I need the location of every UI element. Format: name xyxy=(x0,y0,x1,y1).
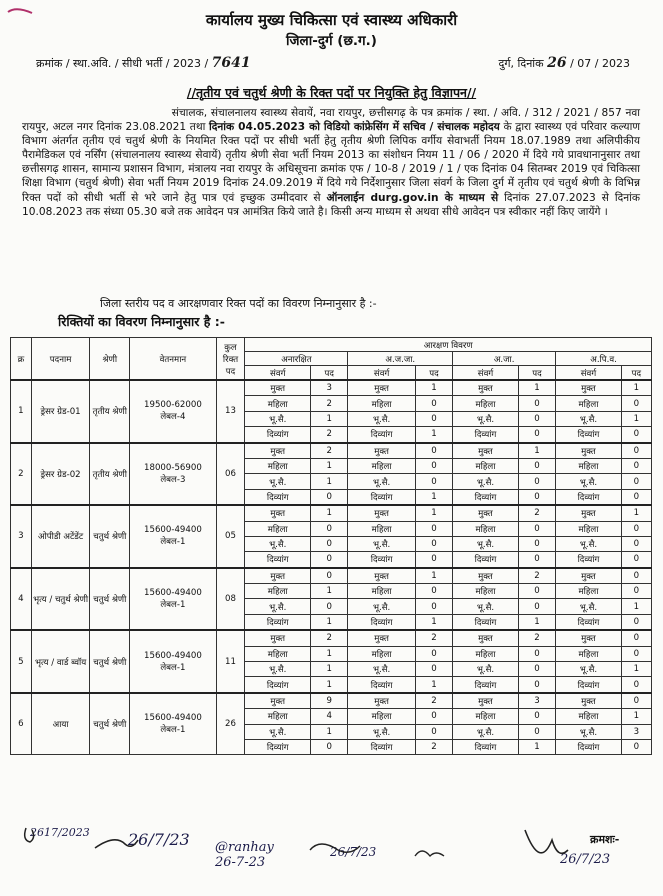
cell-cadre: मुक्त xyxy=(245,380,311,396)
cell-cadre: महिला xyxy=(453,458,519,473)
cell-class: तृतीय श्रेणी xyxy=(90,380,130,443)
cell-posts: 1 xyxy=(415,427,452,443)
cell-cadre: दिव्यांग xyxy=(556,677,622,693)
cell-cadre: मुक्त xyxy=(556,380,622,396)
cell-cadre: भू.सै. xyxy=(453,724,519,739)
cell-posts: 1 xyxy=(621,709,651,724)
cell-post: ड्रेसर ग्रेड-01 xyxy=(31,380,90,443)
cell-posts: 0 xyxy=(518,646,555,661)
cell-posts: 1 xyxy=(311,614,348,630)
cell-cadre: महिला xyxy=(556,396,622,411)
col-cadre: संवर्ग xyxy=(245,366,311,381)
cell-posts: 0 xyxy=(518,677,555,693)
cell-posts: 0 xyxy=(621,396,651,411)
cell-posts: 0 xyxy=(621,568,651,584)
cell-cadre: दिव्यांग xyxy=(245,677,311,693)
cell-cadre: दिव्यांग xyxy=(453,489,519,505)
cell-cadre: मुक्त xyxy=(556,693,622,709)
cell-posts: 0 xyxy=(621,536,651,551)
cell-posts: 1 xyxy=(311,474,348,489)
cell-posts: 0 xyxy=(415,646,452,661)
cell-cadre: मुक्त xyxy=(453,505,519,521)
cell-cadre: दिव्यांग xyxy=(453,677,519,693)
cell-posts: 1 xyxy=(621,380,651,396)
col-st: अ.जा. xyxy=(453,352,556,366)
signature-3: @ranhay 26-7-23 xyxy=(215,840,274,870)
cell-post: ओपीडी अटेंडेंट xyxy=(31,505,90,568)
cell-cadre: मुक्त xyxy=(453,568,519,584)
cell-cadre: मुक्त xyxy=(348,380,415,396)
cell-posts: 0 xyxy=(415,411,452,426)
cell-posts: 1 xyxy=(518,380,555,396)
cell-posts: 1 xyxy=(311,505,348,521)
cell-pay: 15600-49400 लेबल-1 xyxy=(130,505,216,568)
cell-posts: 1 xyxy=(311,584,348,599)
cell-posts: 0 xyxy=(621,739,651,754)
cell-posts: 0 xyxy=(311,739,348,754)
cell-total: 08 xyxy=(216,568,245,631)
col-posts: पद xyxy=(621,366,651,381)
cell-posts: 2 xyxy=(518,568,555,584)
cell-cadre: महिला xyxy=(453,584,519,599)
cell-posts: 0 xyxy=(518,458,555,473)
cell-posts: 0 xyxy=(518,599,555,614)
col-cadre: संवर्ग xyxy=(453,366,519,381)
cell-posts: 0 xyxy=(518,662,555,677)
cell-cadre: महिला xyxy=(556,521,622,536)
cell-cadre: महिला xyxy=(453,396,519,411)
cell-posts: 2 xyxy=(415,630,452,646)
cell-total: 06 xyxy=(216,443,245,506)
continued-label: क्रमशः- xyxy=(590,833,620,846)
cell-cadre: महिला xyxy=(348,458,415,473)
cell-cadre: दिव्यांग xyxy=(245,552,311,568)
cell-sno: 4 xyxy=(11,568,32,631)
cell-posts: 1 xyxy=(311,662,348,677)
vacancy-table xyxy=(10,337,652,755)
cell-class: चतुर्थ श्रेणी xyxy=(90,630,130,693)
cell-posts: 0 xyxy=(311,536,348,551)
cell-total: 13 xyxy=(216,380,245,443)
cell-sno: 3 xyxy=(11,505,32,568)
cell-cadre: मुक्त xyxy=(453,443,519,459)
cell-posts: 3 xyxy=(621,724,651,739)
cell-class: चतुर्थ श्रेणी xyxy=(90,505,130,568)
cell-cadre: मुक्त xyxy=(245,443,311,459)
cell-posts: 1 xyxy=(415,614,452,630)
cell-posts: 1 xyxy=(415,489,452,505)
cell-cadre: भू.सै. xyxy=(453,662,519,677)
cell-cadre: महिला xyxy=(556,584,622,599)
reference-line xyxy=(36,55,636,71)
cell-posts: 0 xyxy=(518,521,555,536)
cell-cadre: महिला xyxy=(245,709,311,724)
cell-posts: 0 xyxy=(621,677,651,693)
signature-2: 26/7/23 xyxy=(128,830,190,849)
cell-posts: 0 xyxy=(415,396,452,411)
cell-posts: 1 xyxy=(311,724,348,739)
cell-cadre: महिला xyxy=(348,646,415,661)
cell-posts: 1 xyxy=(415,380,452,396)
cell-cadre: भू.सै. xyxy=(245,724,311,739)
cell-posts: 0 xyxy=(311,568,348,584)
cell-pay: 15600-49400 लेबल-1 xyxy=(130,630,216,693)
cell-posts: 0 xyxy=(415,521,452,536)
cell-cadre: भू.सै. xyxy=(453,474,519,489)
col-obc: अ.पि.व. xyxy=(556,352,652,366)
col-class: श्रेणी xyxy=(90,338,130,381)
cell-posts: 2 xyxy=(311,630,348,646)
cell-cadre: दिव्यांग xyxy=(245,739,311,754)
cell-posts: 0 xyxy=(621,458,651,473)
body-paragraph: संचालक, संचालनालय स्वास्थ्य सेवायें, नवा रायपुर, छत्तीसगढ़ के पत्र क्रमांक / स्था. / अवि. / 312 / 2021 / 857 नवा रायपुर, अटल नगर दिनांक 23.08.2021 तथा दिनांक 04.05.2023 को विडियो कांफ्रेसिंग में सचिव / संचालक महोदय के द्वारा स्वास्थ्य एवं परिवार कल्याण विभाग अंतर्गत तृतीय एवं चतुर्थ श्रेणी के नियमित रिक्त पदों पर सीधी भर्ती हेतु तृतीय श्रेणी लिपिक वर्गीय सेवाभर्ती नियम 18.07.1989 तथा अलिपीकीय पैरामेडिकल एवं नर्सिंग (संचालनालय स्वास्थ्य सेवायें) तृतीय श्रेणी सेवा भर्ती नियम 2013 का संशोधन नियम 11 / 06 / 2020 में दिये गये प्रावधानानुसार तथा छत्तीसगढ़ शासन, सामान्य प्रशासन विभाग, मंत्रालय नवा रायपुर के अधिसूचना क्रमांक एफ / 10-8 / 2019 / 1 / एक दिनांक 04 सितम्बर 2019 एवं चिकित्सा शिक्षा विभाग (चतुर्थ श्रेणी) सेवा भर्ती नियम 2019 दिनांक 24.09.2019 में दिये गये निर्देशानुसार जिला संवर्ग के जिला दुर्ग में तृतीय एवं चतुर्थ श्रेणी के विभिन्न रिक्त पदों को सीधी भर्ती से भरे जाने हेतु पात्र एवं इच्छुक उम्मीदवार से ऑनलाईन durg.gov.in के माध्यम से दिनांक 27.07.2023 से दिनांक 10.08.2023 तक संध्या 05.30 बजे तक आवेदन पत्र आमंत्रित किये जाते है। किसी अन्य माध्यम से अथवा सीधे आवेदन पत्र स्वीकार नहीं किए जायेंगे । xyxy=(22,107,640,218)
cell-sno: 6 xyxy=(11,693,32,755)
cell-posts: 0 xyxy=(415,552,452,568)
cell-posts: 2 xyxy=(415,693,452,709)
cell-cadre: दिव्यांग xyxy=(453,614,519,630)
cell-cadre: दिव्यांग xyxy=(453,739,519,754)
cell-posts: 0 xyxy=(621,443,651,459)
cell-posts: 0 xyxy=(518,489,555,505)
cell-cadre: मुक्त xyxy=(556,568,622,584)
cell-pay: 15600-49400 लेबल-1 xyxy=(130,693,216,755)
cell-pay: 18000-56900 लेबल-3 xyxy=(130,443,216,506)
col-cadre: संवर्ग xyxy=(556,366,622,381)
cell-cadre: महिला xyxy=(556,458,622,473)
cell-posts: 2 xyxy=(518,630,555,646)
cell-sno: 2 xyxy=(11,443,32,506)
cell-posts: 2 xyxy=(415,739,452,754)
cell-posts: 0 xyxy=(518,724,555,739)
cell-sno: 1 xyxy=(11,380,32,443)
cell-cadre: भू.सै. xyxy=(453,536,519,551)
cell-pay: 15600-49400 लेबल-1 xyxy=(130,568,216,631)
cell-cadre: महिला xyxy=(453,709,519,724)
table-row xyxy=(11,505,652,521)
summary-line: जिला स्तरीय पद व आरक्षणवार रिक्त पदों का विवरण निम्नानुसार है :- xyxy=(100,297,377,310)
cell-posts: 0 xyxy=(621,630,651,646)
cell-cadre: दिव्यांग xyxy=(348,552,415,568)
signature-strokes xyxy=(20,820,640,890)
col-sno: क्र xyxy=(11,338,32,381)
reference-number: 7641 xyxy=(211,55,251,71)
cell-cadre: महिला xyxy=(453,521,519,536)
cell-posts: 0 xyxy=(415,474,452,489)
cell-posts: 1 xyxy=(311,458,348,473)
cell-posts: 0 xyxy=(621,474,651,489)
cell-cadre: महिला xyxy=(556,646,622,661)
col-post: पदनाम xyxy=(31,338,90,381)
cell-posts: 0 xyxy=(621,614,651,630)
cell-sno: 5 xyxy=(11,630,32,693)
cell-total: 26 xyxy=(216,693,245,755)
cell-cadre: भू.सै. xyxy=(245,474,311,489)
cell-cadre: मुक्त xyxy=(348,505,415,521)
col-posts: पद xyxy=(518,366,555,381)
cell-cadre: भू.सै. xyxy=(453,411,519,426)
cell-cadre: मुक्त xyxy=(453,630,519,646)
cell-cadre: दिव्यांग xyxy=(348,739,415,754)
cell-cadre: महिला xyxy=(245,521,311,536)
cell-posts: 0 xyxy=(518,552,555,568)
cell-post: भृत्य / चतुर्थ श्रेणी xyxy=(31,568,90,631)
cell-posts: 1 xyxy=(415,568,452,584)
cell-cadre: दिव्यांग xyxy=(556,614,622,630)
cell-pay: 19500-62000 लेबल-4 xyxy=(130,380,216,443)
cell-posts: 1 xyxy=(518,739,555,754)
cell-cadre: भू.सै. xyxy=(348,474,415,489)
cell-posts: 0 xyxy=(415,458,452,473)
cell-posts: 0 xyxy=(311,521,348,536)
signature-1: 2617/2023 xyxy=(30,826,90,839)
cell-posts: 0 xyxy=(621,489,651,505)
table-row xyxy=(11,443,652,459)
cell-cadre: मुक्त xyxy=(245,693,311,709)
cell-posts: 0 xyxy=(415,599,452,614)
col-total: कुल रिक्त पद xyxy=(216,338,245,381)
cell-cadre: महिला xyxy=(348,584,415,599)
cell-posts: 2 xyxy=(311,443,348,459)
table-row xyxy=(11,380,652,396)
subject-line: //तृतीय एवं चतुर्थ श्रेणी के रिक्त पदों पर नियुक्ति हेतु विज्ञापन// xyxy=(186,85,477,100)
cell-cadre: महिला xyxy=(245,584,311,599)
cell-posts: 4 xyxy=(311,709,348,724)
cell-posts: 1 xyxy=(621,599,651,614)
cell-cadre: दिव्यांग xyxy=(556,427,622,443)
cell-cadre: मुक्त xyxy=(245,568,311,584)
cell-cadre: भू.सै. xyxy=(245,599,311,614)
cell-posts: 1 xyxy=(311,677,348,693)
cell-posts: 1 xyxy=(621,662,651,677)
cell-posts: 0 xyxy=(311,489,348,505)
cell-cadre: मुक्त xyxy=(453,693,519,709)
col-cadre: संवर्ग xyxy=(348,366,415,381)
cell-cadre: भू.सै. xyxy=(556,724,622,739)
cell-posts: 2 xyxy=(311,427,348,443)
signature-5: 26/7/23 xyxy=(560,852,611,867)
cell-cadre: मुक्त xyxy=(556,505,622,521)
cell-cadre: दिव्यांग xyxy=(556,739,622,754)
cell-posts: 0 xyxy=(311,552,348,568)
cell-posts: 0 xyxy=(621,646,651,661)
cell-cadre: भू.सै. xyxy=(245,662,311,677)
cell-cadre: भू.सै. xyxy=(556,411,622,426)
district-heading: जिला-दुर्ग (छ.ग.) xyxy=(286,33,377,49)
cell-cadre: दिव्यांग xyxy=(453,427,519,443)
col-posts: पद xyxy=(311,366,348,381)
cell-cadre: मुक्त xyxy=(348,630,415,646)
cell-posts: 0 xyxy=(518,536,555,551)
cell-class: तृतीय श्रेणी xyxy=(90,443,130,506)
cell-cadre: भू.सै. xyxy=(245,536,311,551)
cell-posts: 1 xyxy=(518,614,555,630)
cell-posts: 0 xyxy=(518,396,555,411)
cell-cadre: भू.सै. xyxy=(348,599,415,614)
reference-date: दुर्ग, दिनांक 26 / 07 / 2023 xyxy=(498,55,630,71)
col-reservation: आरक्षण विवरण xyxy=(245,338,652,352)
cell-cadre: भू.सै. xyxy=(556,662,622,677)
cell-cadre: भू.सै. xyxy=(556,474,622,489)
cell-posts: 0 xyxy=(621,521,651,536)
cell-posts: 0 xyxy=(415,584,452,599)
cell-total: 11 xyxy=(216,630,245,693)
cell-posts: 1 xyxy=(518,443,555,459)
cell-posts: 1 xyxy=(415,505,452,521)
cell-cadre: मुक्त xyxy=(245,630,311,646)
cell-cadre: महिला xyxy=(453,646,519,661)
cell-cadre: दिव्यांग xyxy=(556,552,622,568)
cell-cadre: भू.सै. xyxy=(453,599,519,614)
cell-total: 05 xyxy=(216,505,245,568)
cell-posts: 0 xyxy=(621,427,651,443)
cell-posts: 3 xyxy=(311,380,348,396)
cell-posts: 2 xyxy=(311,396,348,411)
cell-posts: 1 xyxy=(311,411,348,426)
cell-cadre: दिव्यांग xyxy=(348,427,415,443)
cell-posts: 3 xyxy=(518,693,555,709)
cell-posts: 0 xyxy=(415,443,452,459)
cell-cadre: मुक्त xyxy=(453,380,519,396)
cell-posts: 1 xyxy=(621,505,651,521)
cell-cadre: भू.सै. xyxy=(348,662,415,677)
cell-cadre: मुक्त xyxy=(556,630,622,646)
table-row xyxy=(11,630,652,646)
cell-class: चतुर्थ श्रेणी xyxy=(90,568,130,631)
cell-post: भृत्य / वार्ड ब्वॉय xyxy=(31,630,90,693)
cell-posts: 0 xyxy=(415,662,452,677)
cell-posts: 0 xyxy=(621,584,651,599)
cell-cadre: महिला xyxy=(245,396,311,411)
col-sc: अ.ज.जा. xyxy=(348,352,453,366)
reference-prefix: क्रमांक / स्था.अवि. / सीधी भर्ती / 2023 / xyxy=(36,57,209,70)
cell-posts: 0 xyxy=(518,411,555,426)
cell-class: चतुर्थ श्रेणी xyxy=(90,693,130,755)
cell-post: ड्रेसर ग्रेड-02 xyxy=(31,443,90,506)
cell-posts: 0 xyxy=(518,427,555,443)
cell-posts: 1 xyxy=(311,646,348,661)
cell-posts: 0 xyxy=(621,552,651,568)
cell-posts: 0 xyxy=(518,709,555,724)
office-heading: कार्यालय मुख्य चिकित्सा एवं स्वास्थ्य अधिकारी xyxy=(205,11,458,29)
cell-posts: 0 xyxy=(415,709,452,724)
cell-cadre: मुक्त xyxy=(245,505,311,521)
cell-cadre: महिला xyxy=(348,521,415,536)
cell-posts: 0 xyxy=(518,584,555,599)
cell-cadre: महिला xyxy=(245,458,311,473)
cell-cadre: दिव्यांग xyxy=(453,552,519,568)
table-row xyxy=(11,568,652,584)
cell-cadre: भू.सै. xyxy=(348,724,415,739)
cell-cadre: मुक्त xyxy=(348,693,415,709)
cell-cadre: भू.सै. xyxy=(348,411,415,426)
cell-cadre: भू.सै. xyxy=(556,599,622,614)
cell-posts: 0 xyxy=(518,474,555,489)
cell-posts: 9 xyxy=(311,693,348,709)
cell-cadre: दिव्यांग xyxy=(348,677,415,693)
cell-cadre: महिला xyxy=(245,646,311,661)
cell-posts: 0 xyxy=(415,724,452,739)
cell-cadre: मुक्त xyxy=(348,568,415,584)
cell-cadre: दिव्यांग xyxy=(245,614,311,630)
cell-posts: 0 xyxy=(415,536,452,551)
table-row xyxy=(11,693,652,709)
cell-cadre: महिला xyxy=(348,709,415,724)
col-ur: अनारक्षित xyxy=(245,352,348,366)
cell-cadre: मुक्त xyxy=(556,443,622,459)
col-pay: वेतनमान xyxy=(130,338,216,381)
cell-posts: 1 xyxy=(621,411,651,426)
cell-posts: 0 xyxy=(311,599,348,614)
cell-cadre: दिव्यांग xyxy=(245,489,311,505)
cell-posts: 2 xyxy=(518,505,555,521)
col-posts: पद xyxy=(415,366,452,381)
cell-cadre: भू.सै. xyxy=(245,411,311,426)
cell-posts: 1 xyxy=(415,677,452,693)
signature-4: 26/7/23 xyxy=(330,845,377,859)
cell-cadre: दिव्यांग xyxy=(245,427,311,443)
cell-cadre: महिला xyxy=(348,396,415,411)
cell-cadre: दिव्यांग xyxy=(348,489,415,505)
table-caption: रिक्तियों का विवरण निम्नानुसार है :- xyxy=(58,314,225,329)
cell-cadre: महिला xyxy=(556,709,622,724)
cell-cadre: दिव्यांग xyxy=(348,614,415,630)
cell-cadre: दिव्यांग xyxy=(556,489,622,505)
cell-cadre: भू.सै. xyxy=(556,536,622,551)
cell-cadre: मुक्त xyxy=(348,443,415,459)
table-body xyxy=(11,380,652,755)
cell-posts: 0 xyxy=(621,693,651,709)
cell-post: आया xyxy=(31,693,90,755)
cell-cadre: भू.सै. xyxy=(348,536,415,551)
